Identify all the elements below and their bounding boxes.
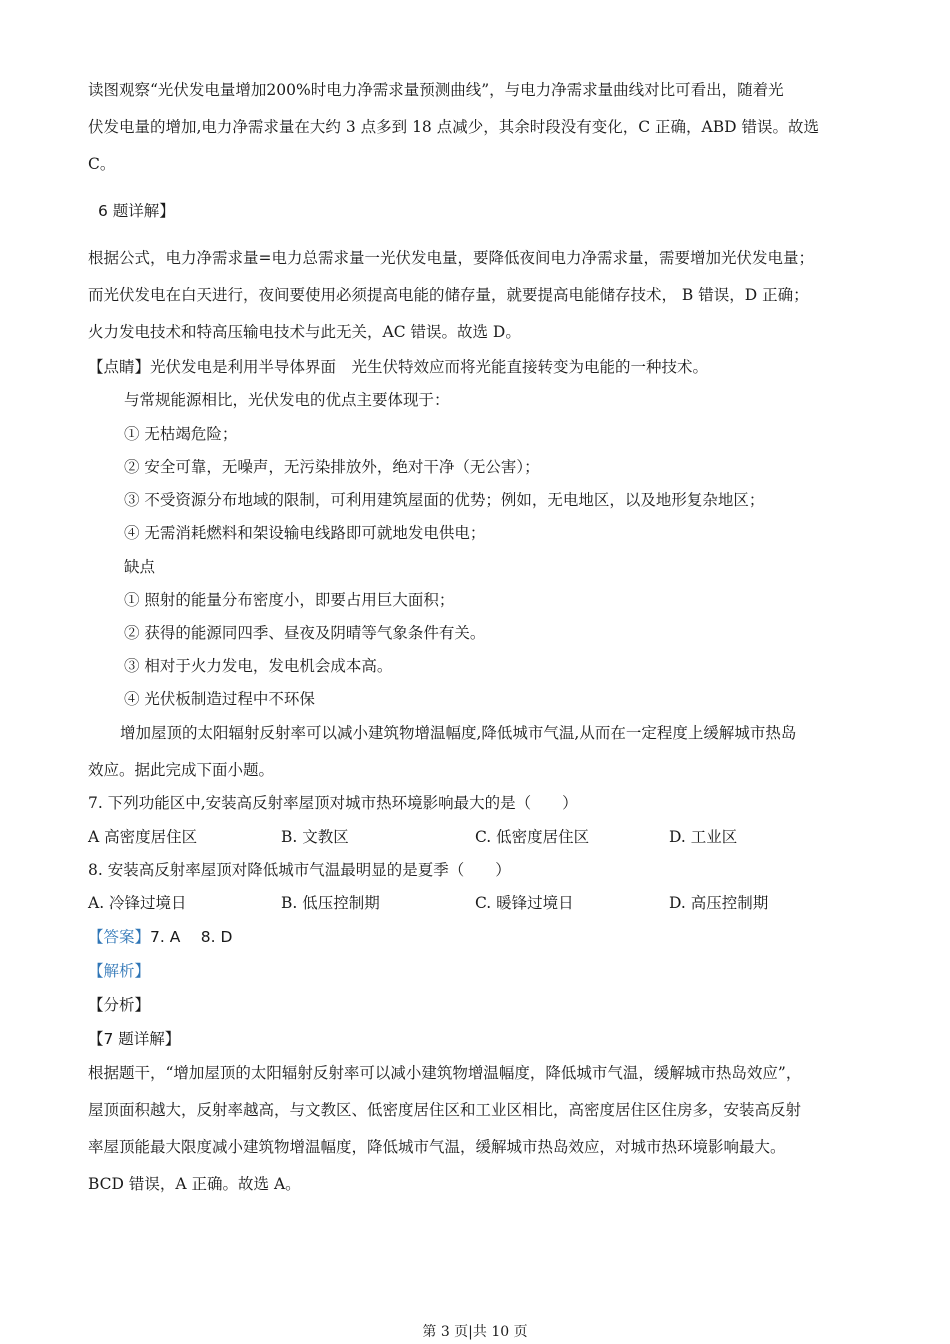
q6-heading: 6 题详解】 (98, 202, 175, 220)
disadvantage-item: ④ 光伏板制造过程中不环保 (124, 690, 315, 708)
dianjing-line2: 与常规能源相比，光伏发电的优点主要体现于： (124, 391, 450, 409)
answer-tag: 【答案】 (88, 928, 151, 946)
q7-detail-line4: BCD 错误，A 正确。故选 A。 (88, 1175, 301, 1193)
q8-option-a: A. 冷锋过境日 (88, 894, 187, 912)
advantage-item: ① 无枯竭危险； (124, 425, 238, 443)
advantage-item: ③ 不受资源分布地域的限制，可利用建筑屋面的优势；例如，无电地区，以及地形复杂地区； (124, 491, 765, 509)
fenxi-heading: 【分析】 (88, 996, 151, 1014)
para1-line3: C。 (88, 155, 116, 173)
q7-option-b: B. 文教区 (281, 828, 349, 846)
disadvantage-item: ① 照射的能量分布密度小，即要占用巨大面积； (124, 591, 455, 609)
page-number-footer: 第 3 页|共 10 页 (422, 1324, 528, 1340)
q7-stem: 7. 下列功能区中,安装高反射率屋顶对城市热环境影响最大的是（ ） (88, 794, 578, 812)
answer-line (88, 926, 232, 948)
q8-stem: 8. 安装高反射率屋顶对降低城市气温最明显的是夏季（ ） (88, 861, 511, 879)
dianjing-line1: 【点睛】光伏发电是利用半导体界面 光生伏特效应而将光能直接转变为电能的一种技术。 (88, 358, 709, 376)
q7-detail-line3: 率屋顶能最大限度减小建筑物增温幅度，降低城市气温，缓解城市热岛效应，对城市热环境影响最大。 (88, 1138, 786, 1156)
q8-option-d: D. 高压控制期 (669, 894, 769, 912)
disadvantage-item: ② 获得的能源同四季、昼夜及阴晴等气象条件有关。 (124, 624, 486, 642)
q7-option-c: C. 低密度居住区 (475, 828, 590, 846)
intro-line2: 效应。据此完成下面小题。 (88, 761, 275, 779)
q7-detail-line2: 屋顶面积越大，反射率越高，与文教区、低密度居住区和工业区相比，高密度居住区住房多，安装高反射 (88, 1101, 802, 1119)
disadvantage-heading: 缺点 (124, 558, 156, 576)
advantage-item: ② 安全可靠，无噪声，无污染排放外，绝对干净（无公害）； (124, 458, 540, 476)
answer-value: 7. A 8. D (150, 928, 233, 946)
q6-line3: 火力发电技术和特高压输电技术与此无关，AC 错误。故选 D。 (88, 323, 521, 341)
intro-line1: 增加屋顶的太阳辐射反射率可以减小建筑物增温幅度,降低城市气温,从而在一定程度上缓解城市热岛 (120, 724, 797, 742)
q7-option-d: D. 工业区 (669, 828, 738, 846)
disadvantage-item: ③ 相对于火力发电，发电机会成本高。 (124, 657, 393, 675)
para1-line2: 伏发电量的增加,电力净需求量在大约 3 点多到 18 点减少，其余时段没有变化，C 正确，ABD 错误。故选 (88, 118, 819, 136)
q7-detail-heading: 【7 题详解】 (88, 1030, 181, 1048)
q8-option-c: C. 暖锋过境日 (475, 894, 574, 912)
q8-option-b: B. 低压控制期 (281, 894, 380, 912)
q6-line2: 而光伏发电在白天进行，夜间要使用必须提高电能的储存量，就要提高电能储存技术， B 错误，D 正确； (88, 286, 809, 304)
jiexi-heading: 【解析】 (88, 962, 151, 980)
para1-line1: 读图观察“光伏发电量增加200%时电力净需求量预测曲线”，与电力净需求量曲线对比可看出，随着光 (88, 81, 784, 99)
q7-option-a: A 高密度居住区 (88, 828, 198, 846)
q6-line1: 根据公式，电力净需求量=电力总需求量一光伏发电量，要降低夜间电力净需求量，需要增加光伏发电量； (88, 249, 814, 267)
advantage-item: ④ 无需消耗燃料和架设输电线路即可就地发电供电； (124, 524, 486, 542)
q7-detail-line1: 根据题干，“增加屋顶的太阳辐射反射率可以减小建筑物增温幅度，降低城市气温，缓解城市热岛效应”， (88, 1064, 802, 1082)
